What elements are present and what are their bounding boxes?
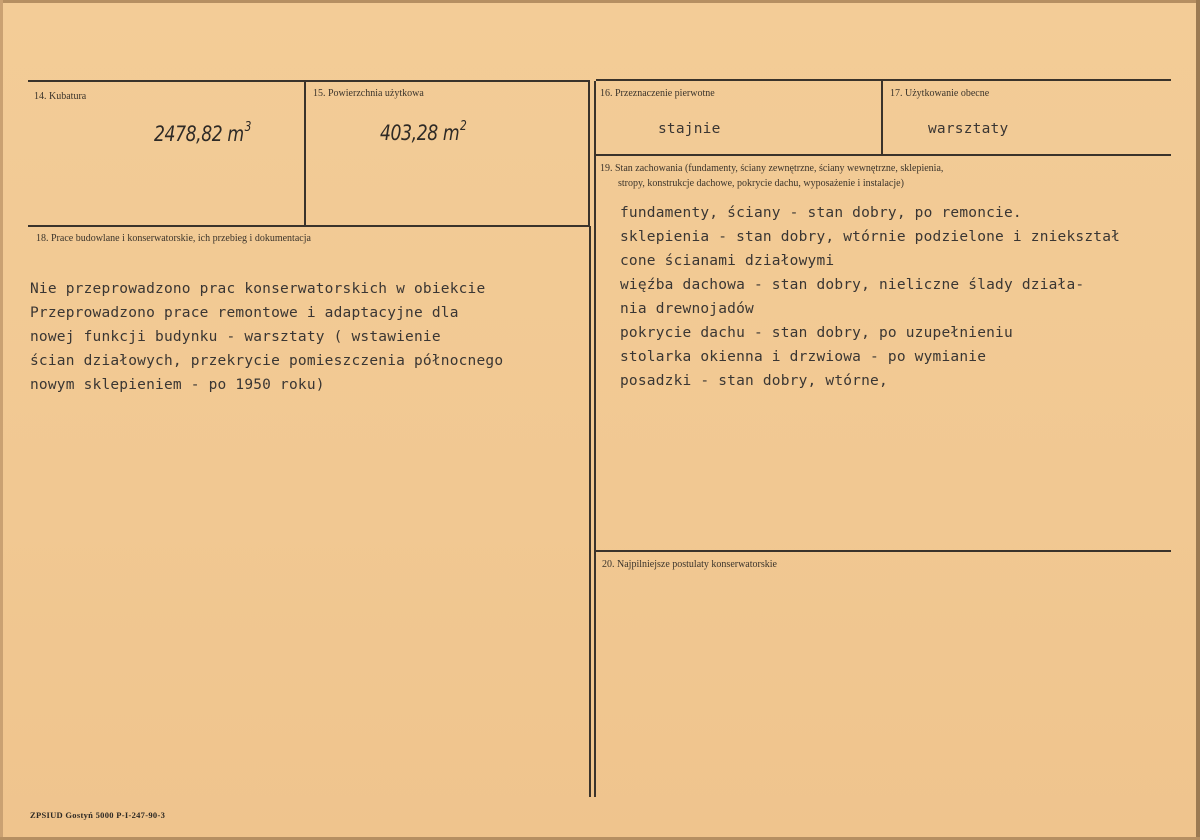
powierzchnia-value <box>380 119 466 145</box>
divider-main-left <box>588 81 590 226</box>
stan-zachowania-label-1: 19. Stan zachowania (fundamenty, ściany zewnętrzne, ściany wewnętrzne, sklepienia, <box>600 163 944 174</box>
divider-14-15 <box>304 81 306 226</box>
powierzchnia-value-exponent: 2 <box>460 119 467 134</box>
przeznaczenie-label: 16. Przeznaczenie pierwotne <box>600 88 715 99</box>
stan-line: posadzki - stan dobry, wtórne, <box>620 373 888 389</box>
print-footer: ZPSIUD Gostyń 5000 P-I-247-90-3 <box>30 810 166 820</box>
uzytkowanie-label: 17. Użytkowanie obecne <box>890 88 990 99</box>
card-edge-left <box>0 0 3 840</box>
kubatura-value-number: 2478,82 m <box>154 122 244 146</box>
kubatura-label: 14. Kubatura <box>34 91 87 102</box>
postulaty-label: 20. Najpilniejsze postulaty konserwatorskie <box>602 559 777 570</box>
powierzchnia-value-number: 403,28 m <box>380 121 460 145</box>
prace-label: 18. Prace budowlane i konserwatorskie, ich przebieg i dokumentacja <box>36 233 311 244</box>
divider-18-right <box>589 226 591 797</box>
powierzchnia-label: 15. Powierzchnia użytkowa <box>313 88 424 99</box>
card-edge-top <box>0 0 1200 3</box>
stan-zachowania-label-2: stropy, konstrukcje dachowe, pokrycie dachu, wyposażenie i instalacje) <box>618 178 904 189</box>
prace-line: Nie przeprowadzono prac konserwatorskich w obiekcie <box>30 281 486 297</box>
stan-line: nia drewnojadów <box>620 301 754 317</box>
kubatura-value <box>154 120 251 146</box>
rule-under-14-15 <box>28 225 590 227</box>
kubatura-value-exponent: 3 <box>244 120 251 135</box>
stan-line: cone ścianami działowymi <box>620 253 835 269</box>
rule-top-left <box>28 80 590 82</box>
stan-line: fundamenty, ściany - stan dobry, po remoncie. <box>620 205 1022 221</box>
prace-line: ścian działowych, przekrycie pomieszczenia północnego <box>30 353 504 369</box>
stan-line: stolarka okienna i drzwiowa - po wymianie <box>620 349 987 365</box>
uzytkowanie-value: warsztaty <box>928 121 1009 137</box>
prace-line: nowym sklepieniem - po 1950 roku) <box>30 377 325 393</box>
prace-line: Przeprowadzono prace remontowe i adaptacyjne dla <box>30 305 459 321</box>
rule-top-right <box>596 79 1171 81</box>
stan-line: więźba dachowa - stan dobry, nieliczne ślady działa- <box>620 277 1085 293</box>
stan-line: sklepienia - stan dobry, wtórnie podzielone i zniekształ <box>620 229 1121 245</box>
rule-under-19 <box>596 550 1171 552</box>
divider-16-17 <box>881 81 883 154</box>
przeznaczenie-value: stajnie <box>658 121 721 137</box>
divider-main-right <box>594 81 596 797</box>
prace-line: nowej funkcji budynku - warsztaty ( wstawienie <box>30 329 441 345</box>
rule-under-16-17 <box>596 154 1171 156</box>
prace-text <box>30 277 503 397</box>
stan-zachowania-text <box>620 201 1120 393</box>
card-edge-right <box>1196 0 1200 840</box>
stan-line: pokrycie dachu - stan dobry, po uzupełnieniu <box>620 325 1013 341</box>
